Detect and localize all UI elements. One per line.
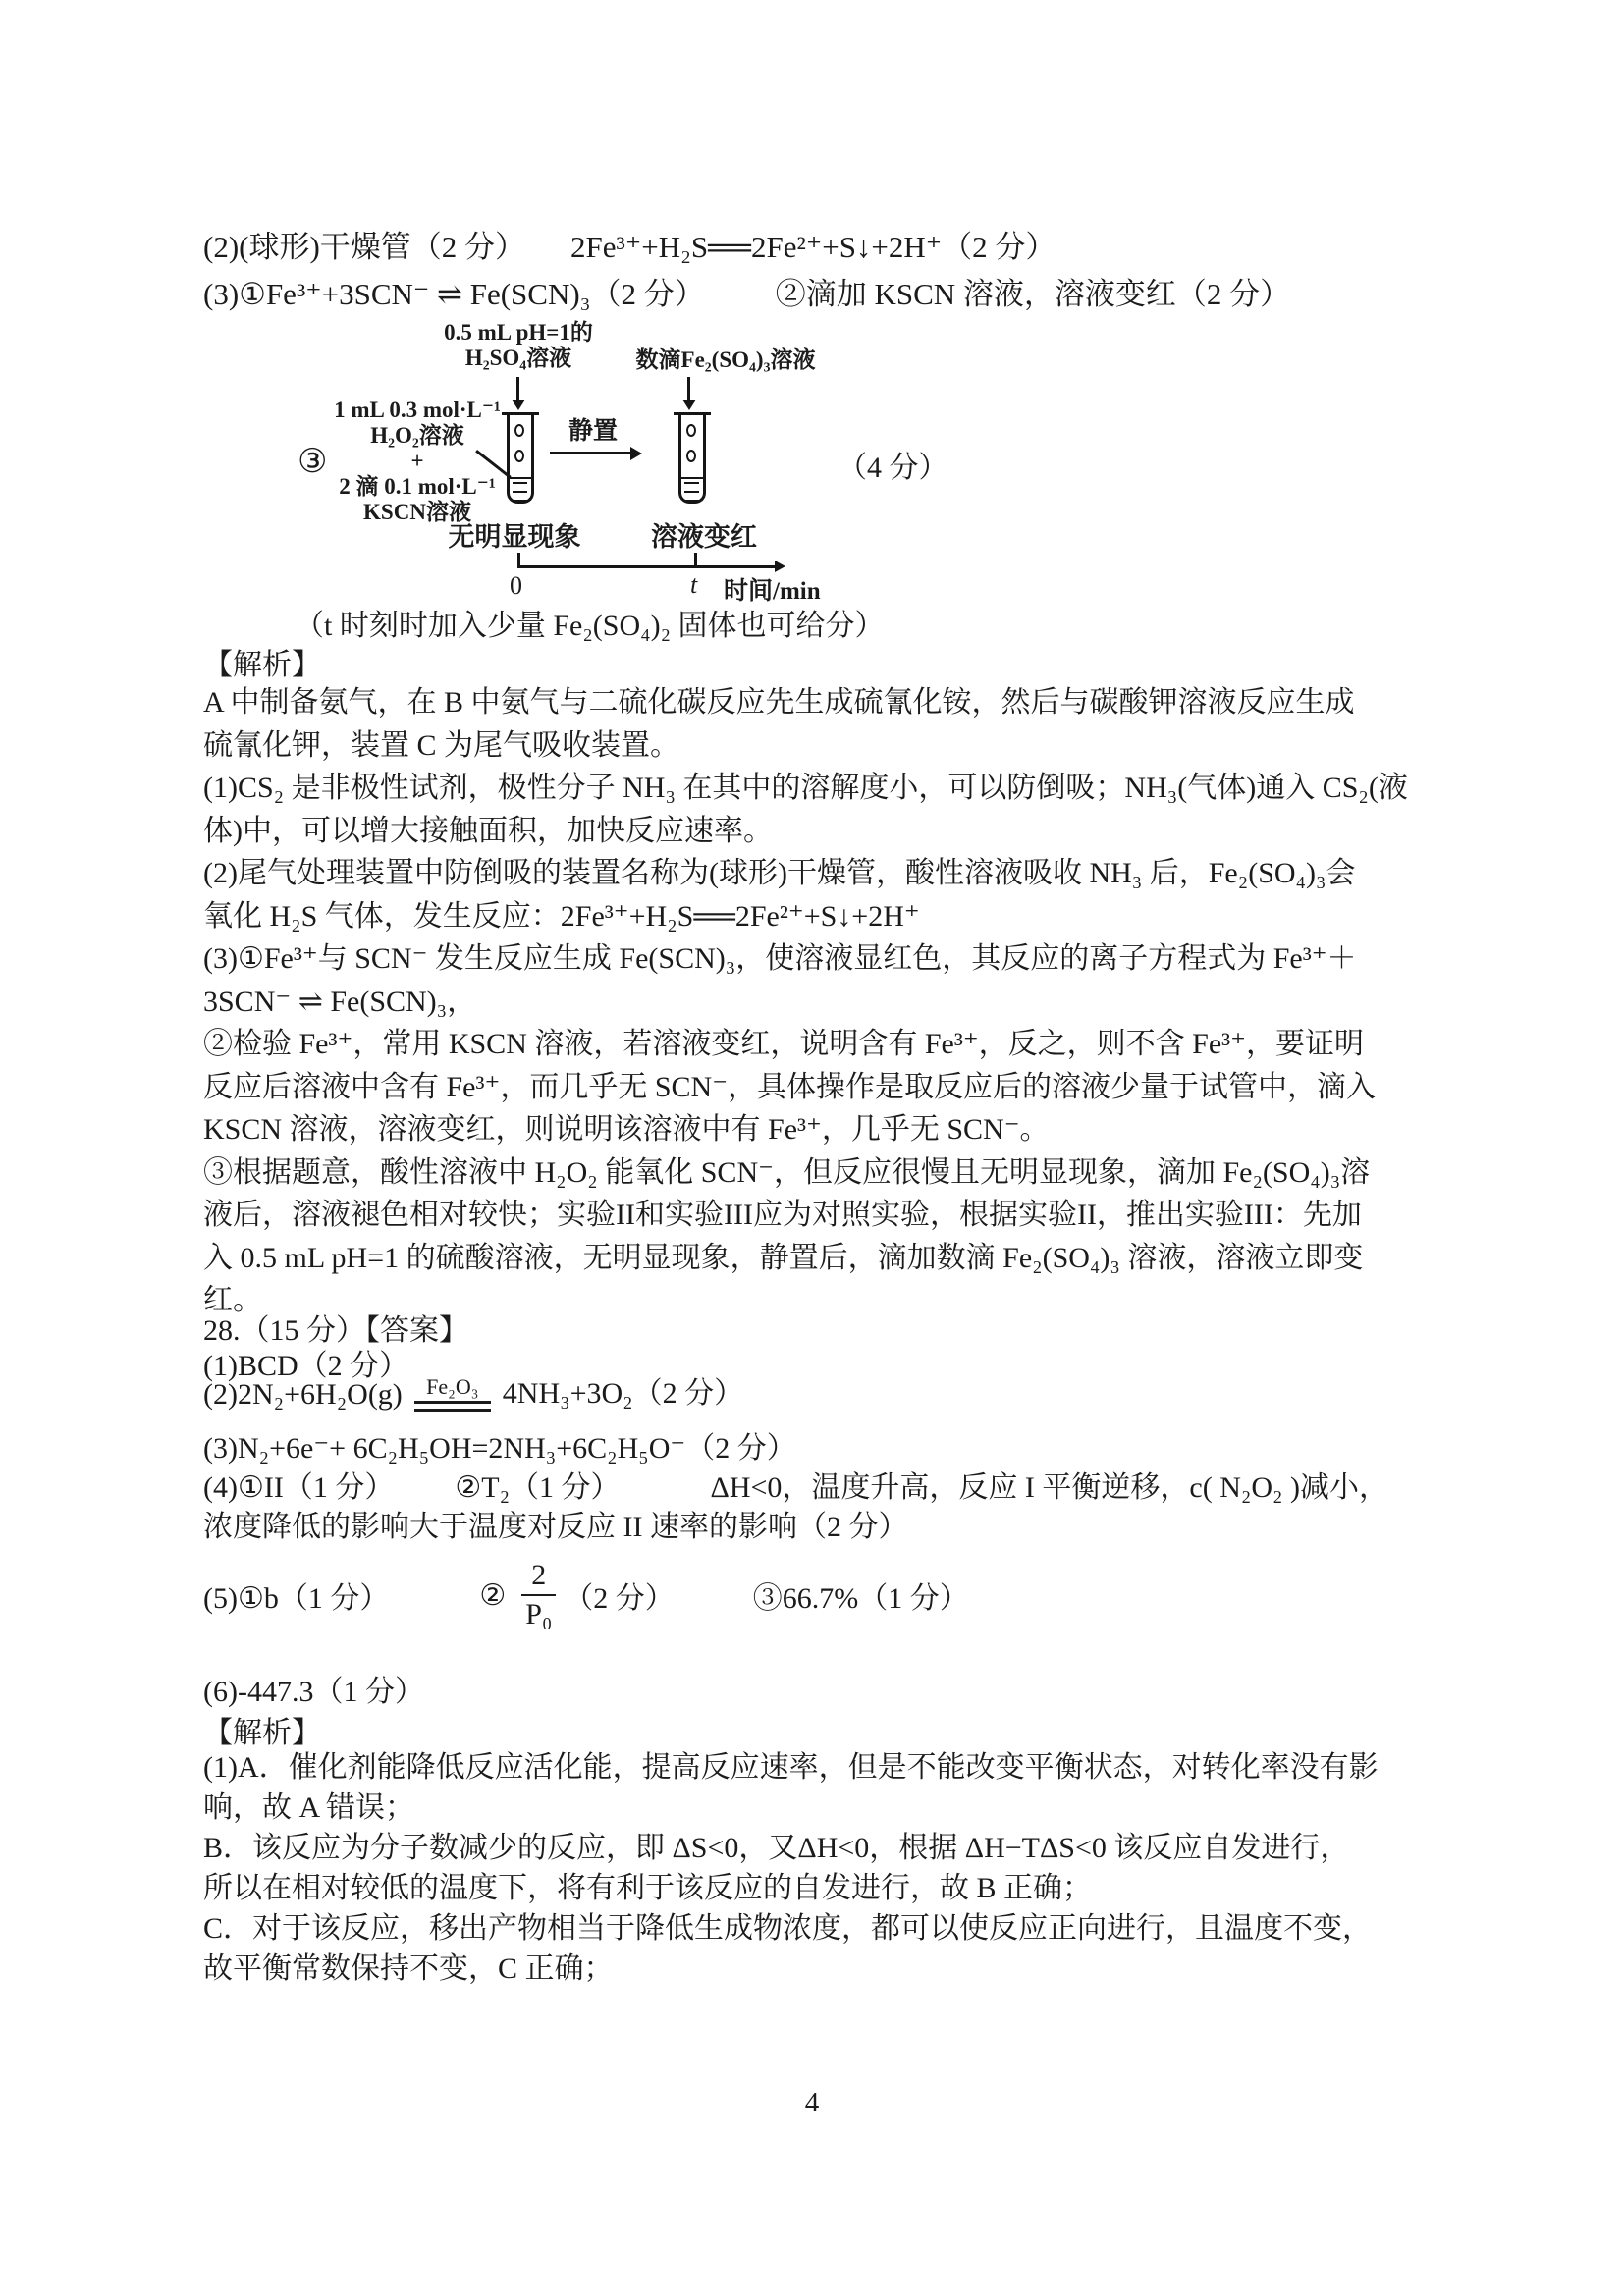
analysis-line: 液后，溶液褪色相对较快；实验II和实验III应为对照实验，根据实验II，推出实验III：先加 — [203, 1199, 1362, 1231]
catalyst-label: Fe₂O₃ — [426, 1374, 479, 1399]
analysis-line: B．该反应为分子数减少的反应，即 ΔS<0，又ΔH<0，根据 ΔH−TΔS<0 该反应自发进行， — [203, 1832, 1350, 1864]
answer-line-q27-3 — [203, 269, 1290, 313]
q28-a5-part1: (5)①b（1 分） — [203, 1582, 390, 1615]
q28-a5-score: （2 分） — [564, 1582, 675, 1615]
tube1-liquid — [510, 477, 531, 501]
down-arrow-head-icon — [682, 400, 696, 410]
analysis27-body — [203, 681, 1408, 1322]
analysis28-body — [203, 1747, 1379, 1989]
q28-a5-part3: ③66.7%（1 分） — [752, 1582, 969, 1615]
equation-fe3-h2s: 2Fe³⁺+H₂S══2Fe²⁺+S↓+2H⁺（2 分） — [570, 230, 1056, 264]
axis-t-label: t — [690, 570, 698, 599]
q28-answer-4 — [203, 1463, 1388, 1506]
double-equals-line — [414, 1401, 491, 1412]
analysis-line: (3)①Fe³⁺与 SCN⁻ 发生反应生成 Fe(SCN)₃，使溶液显红色，其反应的离子方程式为 Fe³⁺＋ — [203, 942, 1357, 975]
q28-a4-part3: ΔH<0，温度升高，反应 I 平衡逆移，c( N₂O₂ )减小， — [710, 1471, 1388, 1504]
test-tube-2 — [678, 412, 706, 504]
circled-3-marker: ③ — [298, 444, 328, 480]
q28-answer-2 — [203, 1368, 743, 1412]
bubble-icon — [686, 424, 696, 437]
diagram-score: （4 分） — [838, 452, 948, 484]
q28-answer-3: (3)N₂+6e⁻+ 6C₂H₅OH=2NH₃+6C₂H₅O⁻（2 分） — [203, 1432, 796, 1465]
analysis-line: 3SCN⁻ ⇌ Fe(SCN)₃， — [203, 985, 477, 1018]
left-reagent-label: 1 mL 0.3 mol·L⁻¹ H₂O₂溶液 + 2 滴 0.1 mol·L⁻¹ KSCN溶液 — [334, 398, 501, 524]
tube2-added-reagent-label: 数滴Fe₂(SO₄)₃溶液 — [635, 347, 816, 372]
q28-answer-4-cont: 浓度降低的影响大于温度对反应 II 速率的影响（2 分） — [203, 1511, 908, 1543]
down-arrow-icon — [687, 377, 690, 401]
bubble-icon — [686, 450, 696, 462]
test-tube-1 — [507, 412, 534, 504]
catalyst-over-equals — [414, 1376, 491, 1412]
analysis-line: 响，故 A 错误； — [203, 1791, 415, 1824]
settle-arrow-label: 静置 — [568, 418, 619, 445]
q28-header: 28.（15 分）【答案】 — [203, 1314, 468, 1347]
axis-tick-t — [694, 553, 697, 567]
analysis-line: A 中制备氨气，在 B 中氨气与二硫化碳反应先生成硫氰化铵，然后与碳酸钾溶液反应生成 — [203, 686, 1355, 719]
experiment-diagram — [0, 319, 1624, 614]
analysis-line: 所以在相对较低的温度下，将有利于该反应的自发进行，故 B 正确； — [203, 1872, 1093, 1904]
fraction-denominator: P₀ — [525, 1598, 553, 1630]
analysis-line: 故平衡常数保持不变，C 正确； — [203, 1952, 614, 1985]
analysis-line: 体)中，可以增大接触面积，加快反应速率。 — [203, 814, 773, 847]
down-arrow-icon — [516, 377, 519, 401]
analysis-line: ③根据题意，酸性溶液中 H₂O₂ 能氧化 SCN⁻，但反应很慢且无明显现象，滴加 Fe₂(SO₄)₃溶 — [203, 1155, 1371, 1189]
analysis-line: (1)CS₂ 是非极性试剂，极性分子 NH₃ 在其中的溶解度小，可以防倒吸；NH₃(气体)通入 CS₂(液 — [203, 772, 1408, 804]
axis-origin-label: 0 — [510, 571, 522, 600]
fraction-2-over-p0 — [521, 1559, 556, 1631]
time-axis-line — [517, 565, 777, 568]
answer-q27-3-2-text: ②滴加 KSCN 溶液，溶液变红（2 分） — [775, 277, 1291, 311]
analysis-line: 反应后溶液中含有 Fe³⁺，而几乎无 SCN⁻，具体操作是取反应后的溶液少量于试管中，滴入 — [203, 1070, 1377, 1103]
bubble-icon — [514, 424, 524, 437]
answer-q27-3-1-text: (3)①Fe³⁺+3SCN⁻ ⇌ Fe(SCN)₃（2 分） — [203, 277, 705, 311]
tube1-added-reagent-label: 0.5 mL pH=1的 H₂SO₄溶液 — [444, 320, 593, 370]
analysis-line: 入 0.5 mL pH=1 的硫酸溶液，无明显现象，静置后，滴加数滴 Fe₂(SO₄)₃ 溶液，溶液立即变 — [203, 1241, 1364, 1274]
q28-answer-5 — [203, 1559, 969, 1631]
answer-line-q27-2 — [203, 222, 1056, 266]
down-arrow-head-icon — [512, 400, 525, 410]
q28-a2-reactants: (2)2N₂+6H₂O(g) — [203, 1378, 403, 1411]
analysis27-header: 【解析】 — [203, 649, 321, 681]
right-arrow-icon — [550, 452, 632, 454]
analysis-line: 氧化 H₂S 气体，发生反应：2Fe³⁺+H₂S══2Fe²⁺+S↓+2H⁺ — [203, 899, 920, 933]
q28-a4-part1: (4)①II（1 分） — [203, 1471, 395, 1504]
right-arrow-head-icon — [630, 447, 642, 460]
q28-a5-circled2: ② — [479, 1578, 507, 1612]
q28-answer-1: (1)BCD（2 分） — [203, 1350, 409, 1382]
q28-a4-part2: ②T₂（1 分） — [455, 1471, 621, 1504]
answer-q27-2-text: (2)(球形)干燥管（2 分） — [203, 230, 526, 264]
q28-a2-products: 4NH₃+3O₂（2 分） — [502, 1377, 744, 1410]
axis-title: 时间/min — [724, 578, 821, 605]
analysis28-header: 【解析】 — [203, 1717, 321, 1749]
tube2-liquid — [681, 477, 703, 501]
bubble-icon — [514, 450, 524, 462]
fraction-numerator: 2 — [521, 1559, 556, 1596]
analysis-line: (1)A．催化剂能降低反应活化能，提高反应速率，但是不能改变平衡状态，对转化率没有影 — [203, 1751, 1379, 1784]
analysis-line: KSCN 溶液，溶液变红，则说明该溶液中有 Fe³⁺，几乎无 SCN⁻。 — [203, 1113, 1050, 1146]
analysis-line: C．对于该反应，移出产物相当于降低生成物浓度，都可以使反应正向进行，且温度不变， — [203, 1912, 1373, 1945]
analysis-line: (2)尾气处理装置中防倒吸的装置名称为(球形)干燥管，酸性溶液吸收 NH₃ 后，Fe₂(SO₄)₃会 — [203, 857, 1356, 889]
q28-answer-6: (6)-447.3（1 分） — [203, 1676, 424, 1708]
analysis-line: ②检验 Fe³⁺，常用 KSCN 溶液，若溶液变红，说明含有 Fe³⁺，反之，则不含 Fe³⁺，要证明 — [203, 1028, 1365, 1060]
tube2-result-label: 溶液变红 — [651, 522, 757, 552]
analysis-line: 红。 — [203, 1284, 262, 1316]
tube1-result-label: 无明显现象 — [448, 522, 581, 552]
analysis-line: 硫氰化钾，装置 C 为尾气吸收装置。 — [203, 728, 680, 762]
page-number: 4 — [804, 2087, 820, 2118]
grading-note: （t 时刻时加入少量 Fe₂(SO₄)₂ 固体也可给分） — [295, 610, 885, 642]
